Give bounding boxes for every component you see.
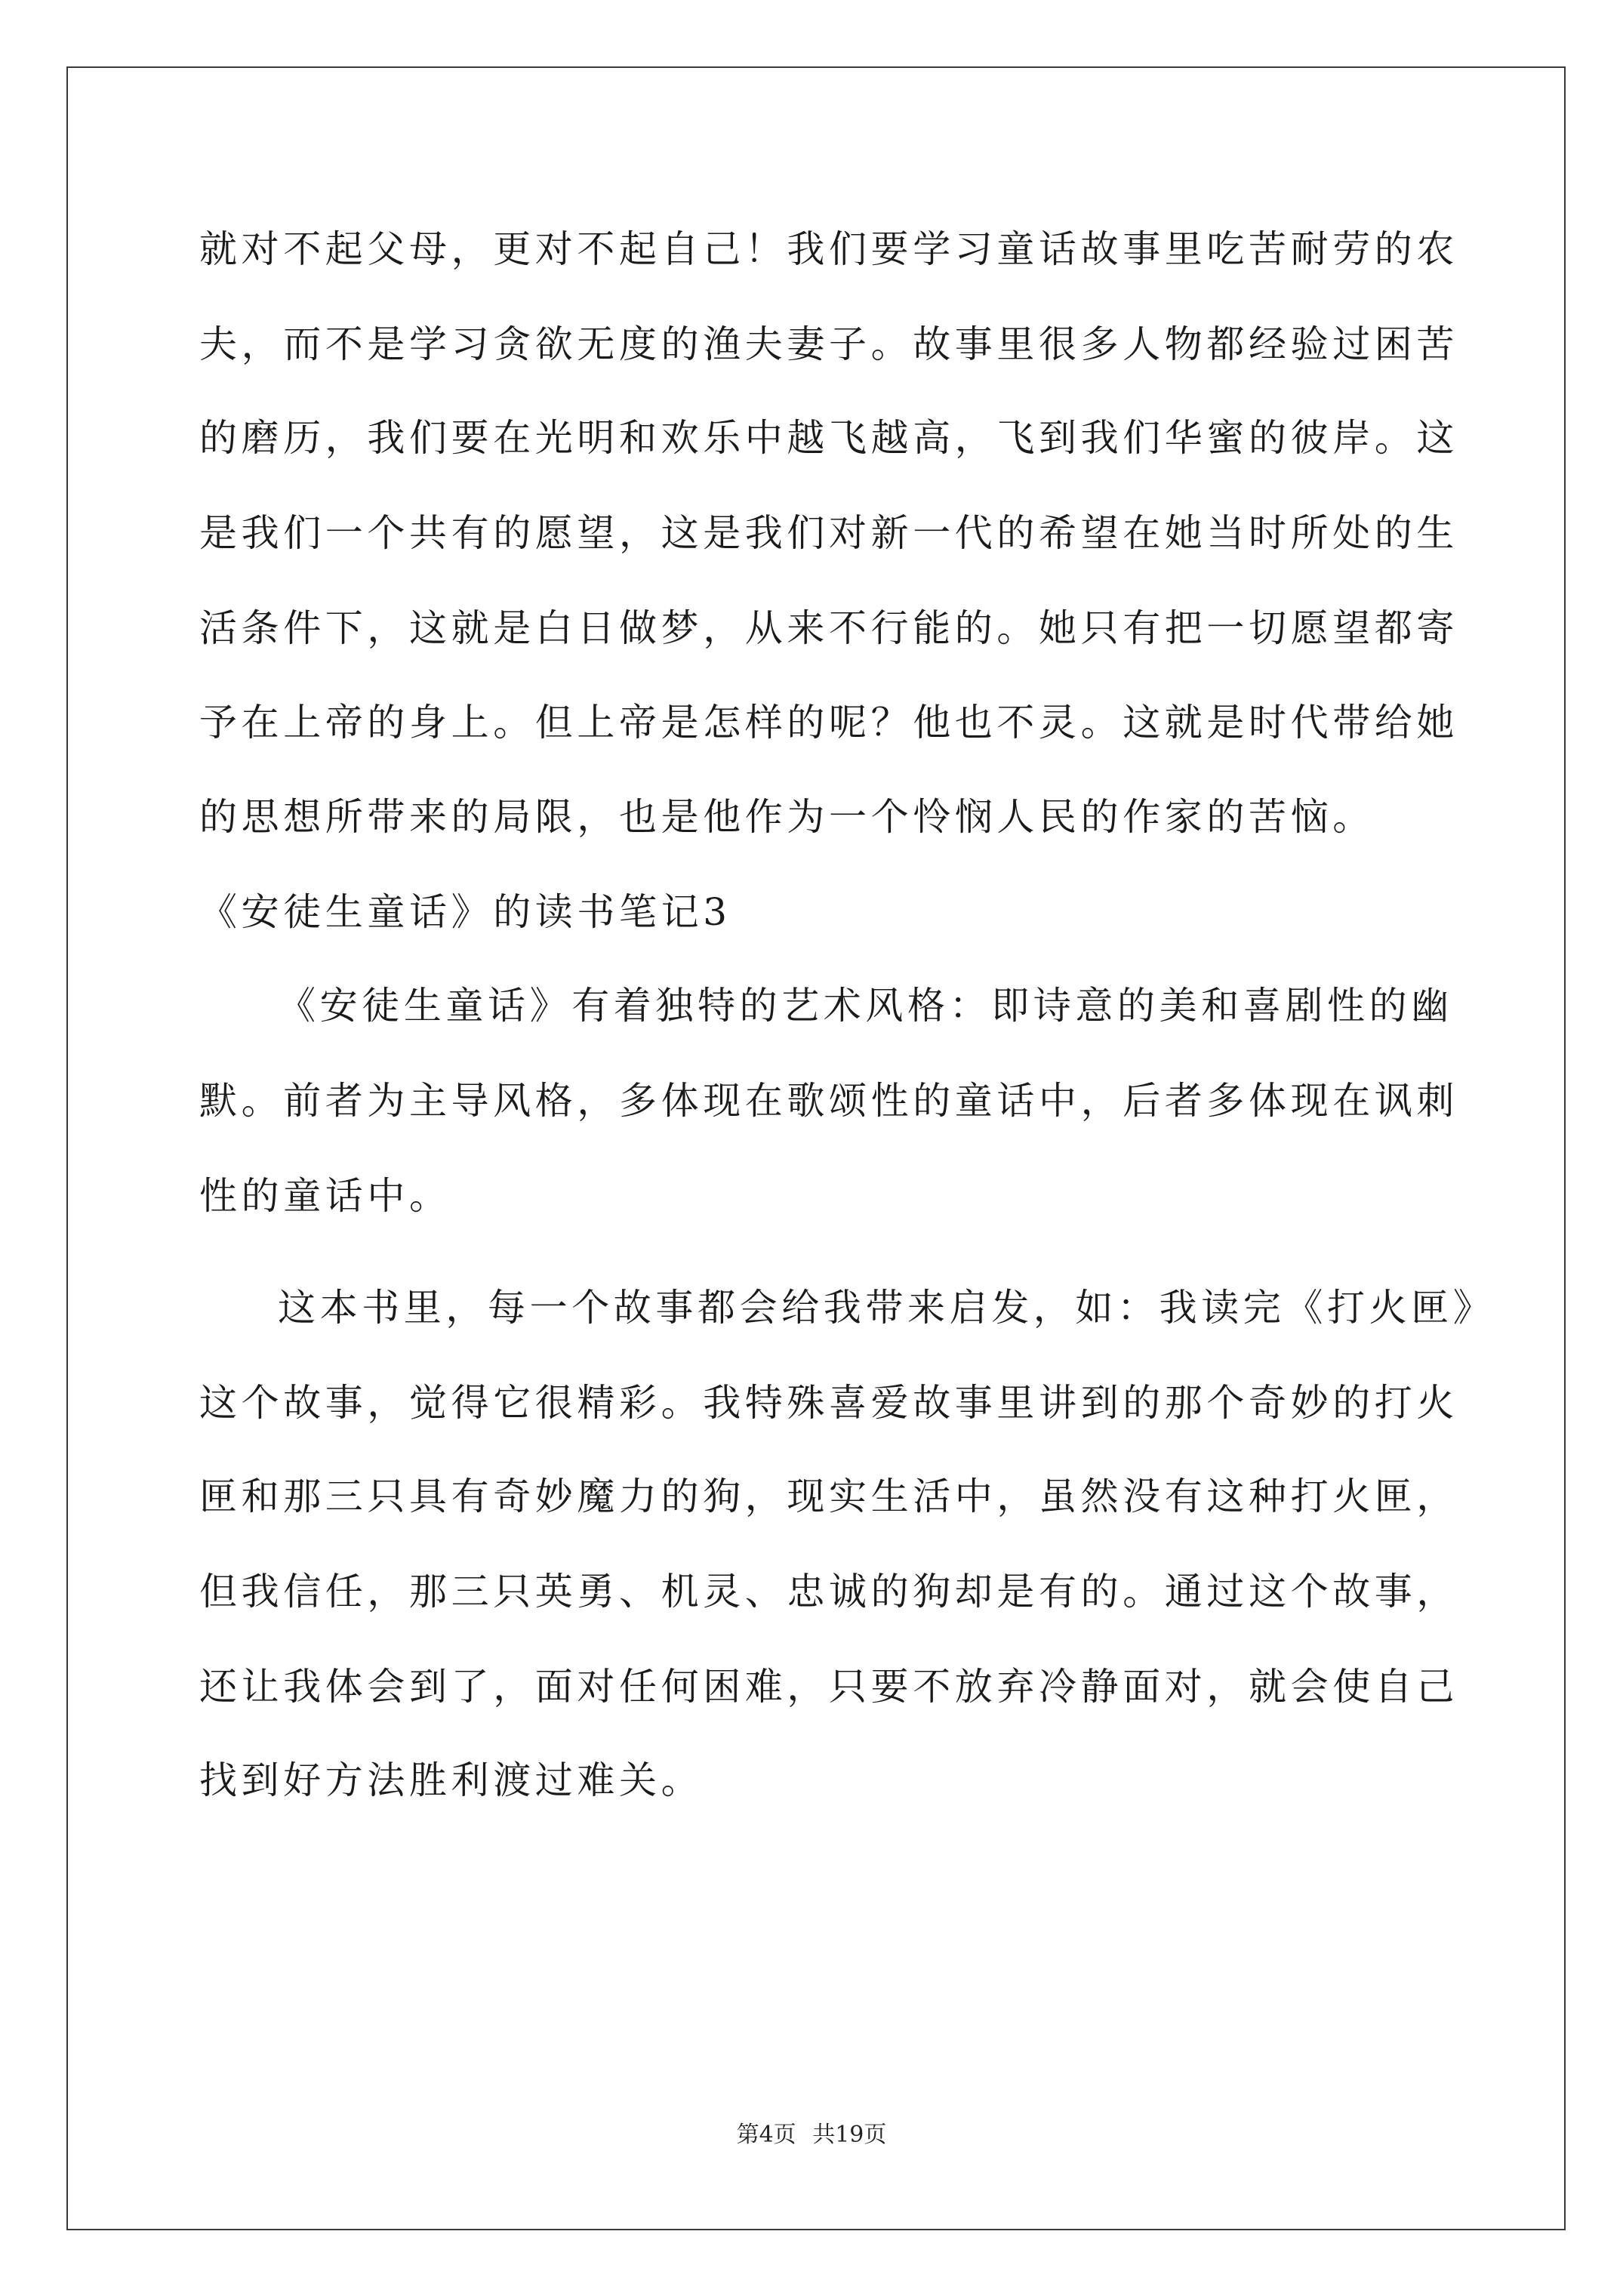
page-footer — [0, 2120, 1623, 2150]
paragraph-line: 找到好方法胜利渡过难关。 — [199, 1758, 704, 1802]
paragraph-line: 这个故事，觉得它很精彩。我特殊喜爱故事里讲到的那个奇妙的打火 — [199, 1381, 1458, 1425]
paragraph-line: 但我信任，那三只英勇、机灵、忠诚的狗却是有的。通过这个故事， — [199, 1570, 1458, 1613]
paragraph-line: 就对不起父母，更对不起自己！我们要学习童话故事里吃苦耐劳的农 — [199, 227, 1458, 271]
paragraph-line: 是我们一个共有的愿望，这是我们对新一代的希望在她当时所处的生 — [199, 511, 1458, 555]
paragraph-line: 的磨历，我们要在光明和欢乐中越飞越高，飞到我们华蜜的彼岸。这 — [199, 416, 1458, 460]
paragraph-line: 还让我体会到了，面对任何困难，只要不放弃冷静面对，就会使自己 — [199, 1665, 1458, 1709]
paragraph-line: 予在上帝的身上。但上帝是怎样的呢？他也不灵。这就是时代带给她 — [199, 701, 1458, 744]
total-pages: 共19页 — [812, 2122, 887, 2148]
section-heading: 《安徒生童话》的读书笔记3 — [199, 890, 731, 934]
paragraph-line: 性的童话中。 — [199, 1174, 451, 1218]
paragraph-line: 这本书里，每一个故事都会给我带来启发，如：我读完《打火匣》 — [278, 1286, 1495, 1330]
paragraph-line: 默。前者为主导风格，多体现在歌颂性的童话中，后者多体现在讽刺 — [199, 1079, 1458, 1123]
paragraph-line: 的思想所带来的局限，也是他作为一个怜悯人民的作家的苦恼。 — [199, 795, 1375, 839]
page-number: 第4页 — [736, 2122, 796, 2148]
paragraph-line: 匣和那三只具有奇妙魔力的狗，现实生活中，虽然没有这种打火匣， — [199, 1475, 1458, 1518]
page-border — [66, 66, 1566, 2230]
paragraph-line: 活条件下，这就是白日做梦，从来不行能的。她只有把一切愿望都寄 — [199, 606, 1458, 650]
paragraph-line: 《安徒生童话》有着独特的艺术风格：即诗意的美和喜剧性的幽 — [278, 984, 1453, 1028]
paragraph-line: 夫，而不是学习贪欲无度的渔夫妻子。故事里很多人物都经验过困苦 — [199, 322, 1458, 366]
